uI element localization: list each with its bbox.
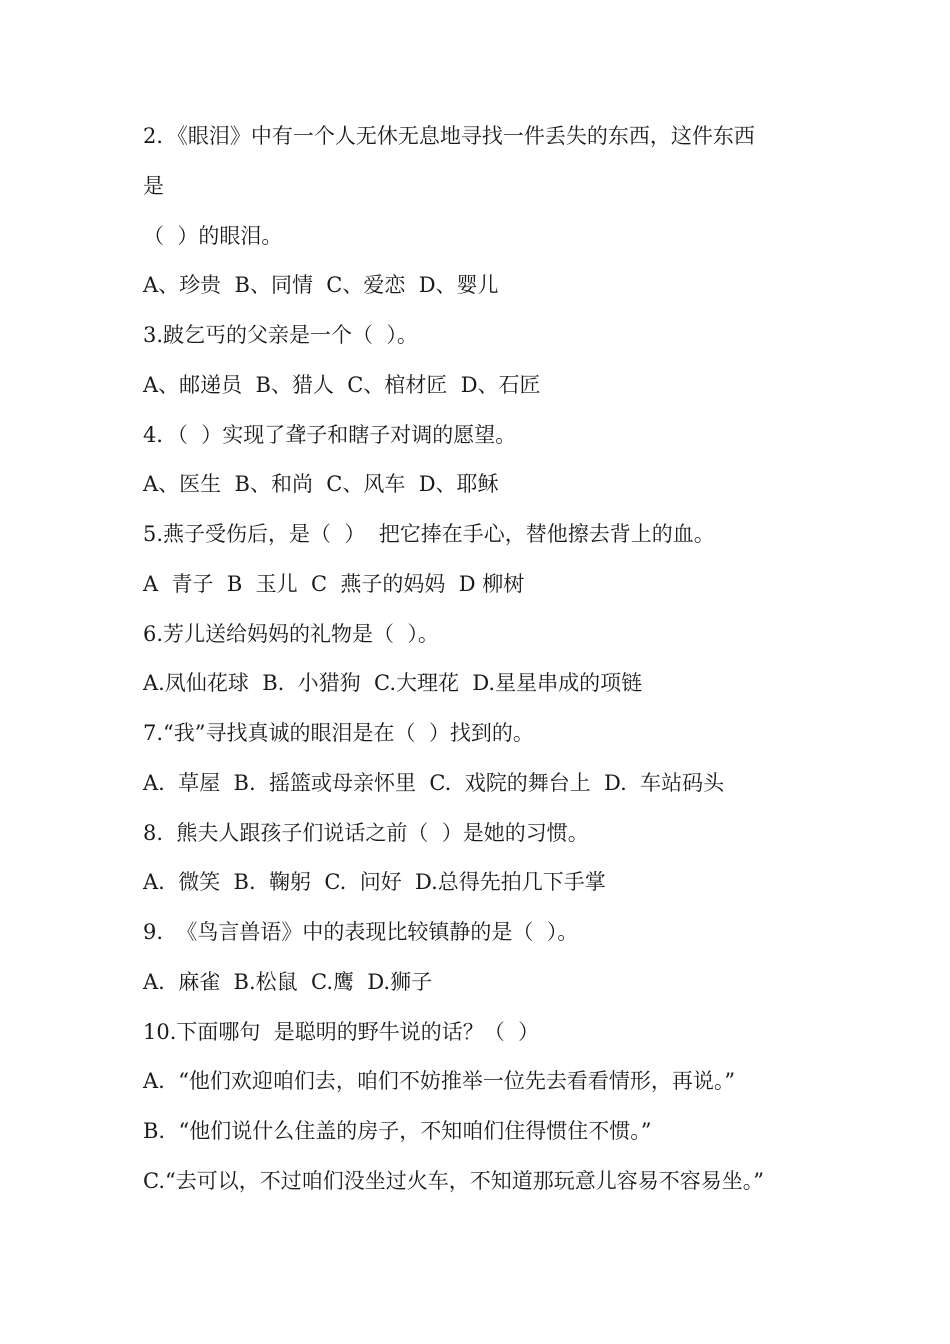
question-8-stem: 8. 熊夫人跟孩子们说话之前（ ）是她的习惯。 [143, 821, 589, 845]
question-8-options: A. 微笑 B. 鞠躬 C. 问好 D.总得先拍几下手掌 [143, 870, 606, 894]
question-4-options: A、医生 B、和尚 C、风车 D、耶稣 [143, 472, 499, 496]
question-2-stem: 2．《眼泪》中有一个人无休无息地寻找一件丢失的东西，这件东西 [143, 124, 755, 148]
question-7-options: A. 草屋 B. 摇篮或母亲怀里 C. 戏院的舞台上 D. 车站码头 [143, 771, 725, 795]
question-6-options: A.凤仙花球 B. 小猎狗 C.大理花 D.星星串成的项链 [143, 671, 643, 695]
question-5-stem: 5.燕子受伤后，是（ ） 把它捧在手心，替他擦去背上的血。 [143, 522, 715, 546]
question-9-options: A. 麻雀 B.松鼠 C.鹰 D.狮子 [143, 970, 433, 994]
question-2-blank: （ ）的眼泪。 [143, 224, 283, 248]
question-9-stem: 9. 《鸟言兽语》中的表现比较镇静的是（ ）。 [143, 920, 579, 944]
question-10-option-a: A. “他们欢迎咱们去，咱们不妨推举一位先去看看情形，再说。” [143, 1069, 736, 1093]
question-3-options: A、邮递员 B、猎人 C、棺材匠 D、石匠 [143, 373, 541, 397]
question-3-stem: 3.跛乞丐的父亲是一个（ ）。 [143, 323, 418, 347]
question-4-stem: 4．（ ）实现了聋子和瞎子对调的愿望。 [143, 423, 517, 447]
question-10-option-b: B. “他们说什么住盖的房子，不知咱们住得惯住不惯。” [143, 1119, 652, 1143]
question-7-stem: 7.“我”寻找真诚的眼泪是在（ ）找到的。 [143, 721, 534, 745]
question-10-option-c: C.“去可以，不过咱们没坐过火车，不知道那玩意儿容易不容易坐。” [143, 1169, 764, 1193]
question-2-stem-continued: 是 [143, 174, 164, 198]
question-5-options: A 青子 B 玉儿 C 燕子的妈妈 D 柳树 [143, 572, 525, 596]
question-2-options: A、珍贵 B、同情 C、爱恋 D、婴儿 [143, 273, 499, 297]
question-6-stem: 6.芳儿送给妈妈的礼物是（ ）。 [143, 622, 439, 646]
question-10-stem: 10.下面哪句 是聪明的野牛说的话？（ ） [143, 1020, 540, 1044]
